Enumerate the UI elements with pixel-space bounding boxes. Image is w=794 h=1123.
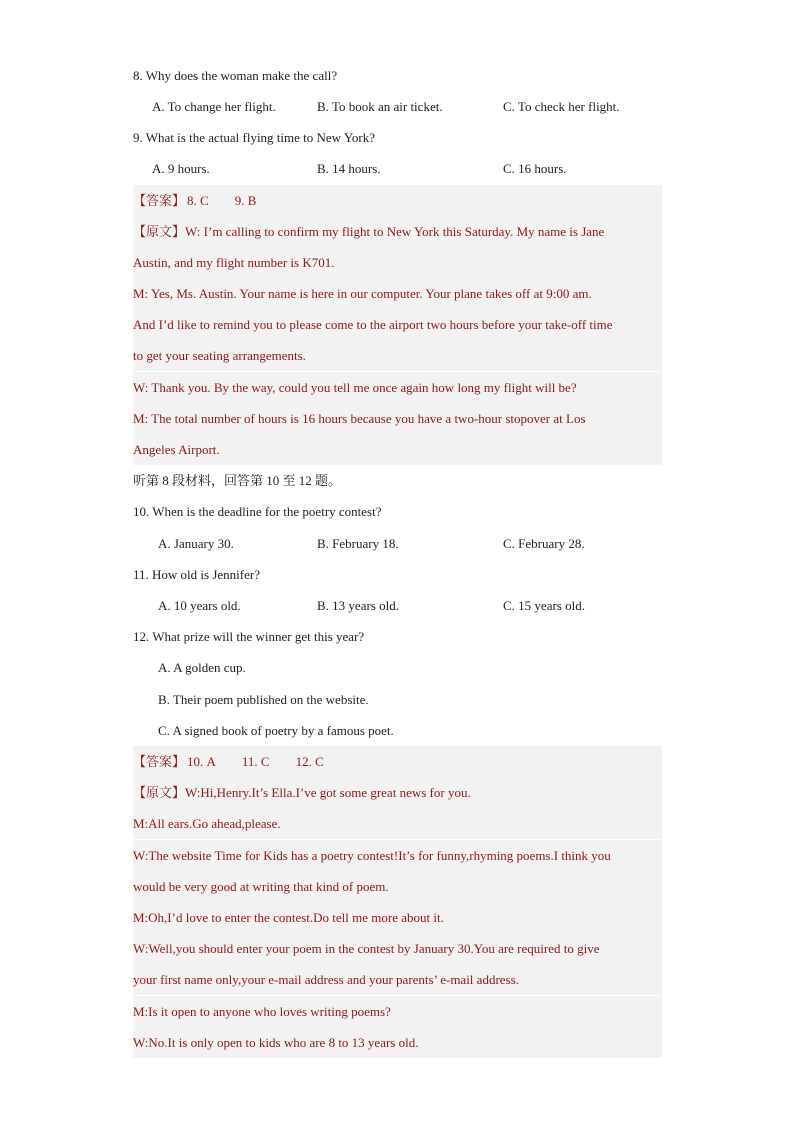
question-9: 9. What is the actual flying time to New York?	[133, 130, 376, 145]
q11-option-c: C. 15 years old.	[503, 598, 585, 613]
transcript-2-line-1	[133, 777, 662, 808]
q8-option-b: B. To book an air ticket.	[317, 99, 443, 114]
answer-8: 8. C	[187, 193, 209, 208]
section-8-header: 听第 8 段材料，回答第 10 至 12 题。	[133, 473, 342, 488]
transcript-1-line-4: And I’d like to remind you to please come to the airport two hours before your take-off time	[133, 309, 662, 340]
transcript-1-line-1	[133, 216, 662, 247]
transcript-1-line-6: W: Thank you. By the way, could you tell me once again how long my flight will be?	[133, 372, 662, 403]
q10-option-a: A. January 30.	[158, 536, 234, 551]
transcript-text: W: I’m calling to confirm my flight to New York this Saturday. My name is Jane	[185, 224, 605, 239]
transcript-2-line-5: M:Oh,I’d love to enter the contest.Do tell me more about it.	[133, 902, 662, 933]
q9-option-c: C. 16 hours.	[503, 161, 567, 176]
q9-option-b: B. 14 hours.	[317, 161, 381, 176]
transcript-tag: 【原文】	[133, 224, 186, 239]
transcript-1-line-7: M: The total number of hours is 16 hours because you have a two-hour stopover at Los	[133, 403, 662, 434]
answer-tag: 【答案】	[133, 193, 186, 208]
question-12: 12. What prize will the winner get this year?	[133, 629, 365, 644]
q12-option-a: A. A golden cup.	[158, 660, 246, 675]
answer-10: 10. A	[187, 754, 216, 769]
question-8: 8. Why does the woman make the call?	[133, 68, 338, 83]
q11-option-b: B. 13 years old.	[317, 598, 399, 613]
transcript-1-line-8: Angeles Airport.	[133, 434, 662, 465]
answer-tag: 【答案】	[133, 754, 186, 769]
transcript-text: W:Hi,Henry.It’s Ella.I’ve got some great news for you.	[185, 785, 471, 800]
answer-10-12	[133, 746, 662, 777]
transcript-1-line-2: Austin, and my flight number is K701.	[133, 247, 662, 278]
q8-option-a: A. To change her flight.	[152, 99, 276, 114]
q10-option-b: B. February 18.	[317, 536, 399, 551]
transcript-1-line-3: M: Yes, Ms. Austin. Your name is here in our computer. Your plane takes off at 9:00 am.	[133, 278, 662, 309]
transcript-2-line-6: W:Well,you should enter your poem in the contest by January 30.You are required to give	[133, 933, 662, 964]
q12-option-b: B. Their poem published on the website.	[158, 692, 369, 707]
transcript-2-line-9: W:No.It is only open to kids who are 8 to 13 years old.	[133, 1027, 662, 1058]
q9-option-a: A. 9 hours.	[152, 161, 210, 176]
question-11: 11. How old is Jennifer?	[133, 567, 260, 582]
transcript-2-line-4: would be very good at writing that kind of poem.	[133, 871, 662, 902]
q12-option-c: C. A signed book of poetry by a famous poet.	[158, 723, 394, 738]
transcript-2-line-8: M:Is it open to anyone who loves writing poems?	[133, 996, 662, 1027]
answer-9: 9. B	[234, 193, 257, 208]
question-10: 10. When is the deadline for the poetry contest?	[133, 504, 382, 519]
answer-8-9	[133, 185, 662, 216]
answer-11: 11. C	[241, 754, 270, 769]
q10-option-c: C. February 28.	[503, 536, 585, 551]
transcript-2-line-2: M:All ears.Go ahead,please.	[133, 808, 662, 839]
q11-option-a: A. 10 years old.	[158, 598, 241, 613]
transcript-2-line-3: W:The website Time for Kids has a poetry contest!It’s for funny,rhyming poems.I think you	[133, 840, 662, 871]
transcript-tag: 【原文】	[133, 785, 186, 800]
transcript-2-line-7: your first name only,your e-mail address and your parents’ e-mail address.	[133, 964, 662, 995]
answer-12: 12. C	[295, 754, 324, 769]
transcript-1-line-5: to get your seating arrangements.	[133, 340, 662, 371]
q8-option-c: C. To check her flight.	[503, 99, 620, 114]
